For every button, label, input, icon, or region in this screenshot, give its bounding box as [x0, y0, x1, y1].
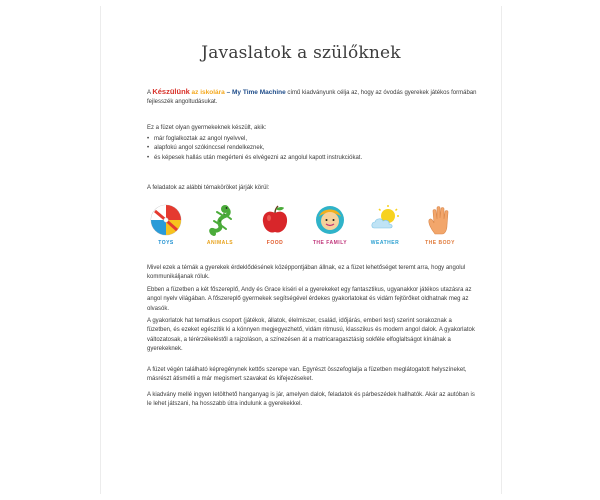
list-item: • és képesek hallás után megérteni és elvégezni az angolul kapott instrukciókat. — [147, 154, 477, 163]
apple-icon — [258, 203, 292, 237]
lizard-icon — [203, 203, 237, 237]
intro-prefix: A — [147, 90, 153, 96]
topic-label-food: FOOD — [266, 240, 284, 246]
intro-rest: című kiadványunk célja az, hogy az óvodás gyerekek játékos formában fejlesszék angoltudásukat. — [147, 90, 477, 106]
topic-label-animals: ANIMALS — [206, 240, 234, 246]
brand-az-iskolara: az iskolára — [191, 89, 225, 96]
brand-dash: – — [224, 89, 233, 96]
audience-lead: Ez a füzet olyan gyermekeknek készült, akik: — [147, 125, 267, 131]
beach-ball-icon — [149, 203, 183, 237]
weather-icon — [368, 203, 402, 237]
body-paragraph-1: Mivel ezek a témák a gyerekek érdeklődésének középpontjában állnak, ez a füzet lehetőséget teremt arra, hogy angolul kommunikáljanak róluk. — [147, 265, 466, 281]
brand-keszulunk: Készülünk — [152, 87, 190, 96]
body-paragraph-2: Ebben a füzetben a két főszereplő, Andy és Grace kíséri el a gyerekeket egy fantasztikus, ugyanakkor játékos utazásra az angol nyelv világában. A főszereplő gyermekek segítségével érdekes gyakorlatokat és vidám fejtörőket oldhatnak meg az olvasók. — [147, 287, 472, 312]
topic-label-toys: TOYS — [158, 240, 174, 246]
audience-list — [147, 135, 477, 163]
document-page — [100, 6, 502, 494]
topic-label-weather: WEATHER — [370, 240, 400, 246]
topic-label-family: THE FAMILY — [312, 240, 348, 246]
body-paragraph-5: A kiadvány mellé ingyen letölthető hanganyag is jár, amelyen dalok, feladatok és párbeszédek hallhatók. Akár az autóban is le lehet játszani, ha hosszabb útra indulunk a gyerekekkel. — [147, 392, 475, 408]
list-item: • már foglalkoztak az angol nyelvvel, — [147, 135, 477, 144]
list-item: • alapfokú angol szókinccsel rendelkeznek, — [147, 144, 477, 153]
topic-family — [307, 203, 353, 246]
hand-icon — [423, 203, 457, 237]
topic-food — [252, 203, 298, 246]
topic-icons — [139, 203, 469, 263]
topic-animals — [197, 203, 243, 246]
body-paragraph-3: A gyakorlatok hat tematikus csoport (játékok, állatok, élelmiszer, család, időjárás, emberi test) szerint sorakoznak a füzetben, és ezeket egészítik ki a könnyen megjegyezhető, vidám ritmusú, klasszikus és modern angol dalok. A gyakorlatok változatosak, a térérzékeléstől a rajzoláson, a színezésen át a matricaragasztásig sokféle elfoglaltságot kínálnak a gyerekeknek. — [147, 318, 475, 352]
brand-my-time-machine: My Time Machine — [232, 89, 286, 96]
family-face-icon — [313, 203, 347, 237]
intro-paragraph — [147, 87, 477, 108]
topic-label-body: THE BODY — [425, 240, 455, 246]
page-title: Javaslatok a szülőknek — [201, 43, 401, 63]
topic-toys — [143, 203, 189, 246]
body-paragraph-4: A füzet végén található képregénynek kettős szerepe van. Egyrészt összefoglalja a füzetben meglátogatott helyszíneket, másrészt átismétli a már megismert szavakat és kifejezéseket. — [147, 367, 467, 383]
topic-weather — [362, 203, 408, 246]
topic-body — [417, 203, 463, 246]
topics-title: A feladatok az alábbi témaköröket járják körül: — [147, 185, 270, 191]
